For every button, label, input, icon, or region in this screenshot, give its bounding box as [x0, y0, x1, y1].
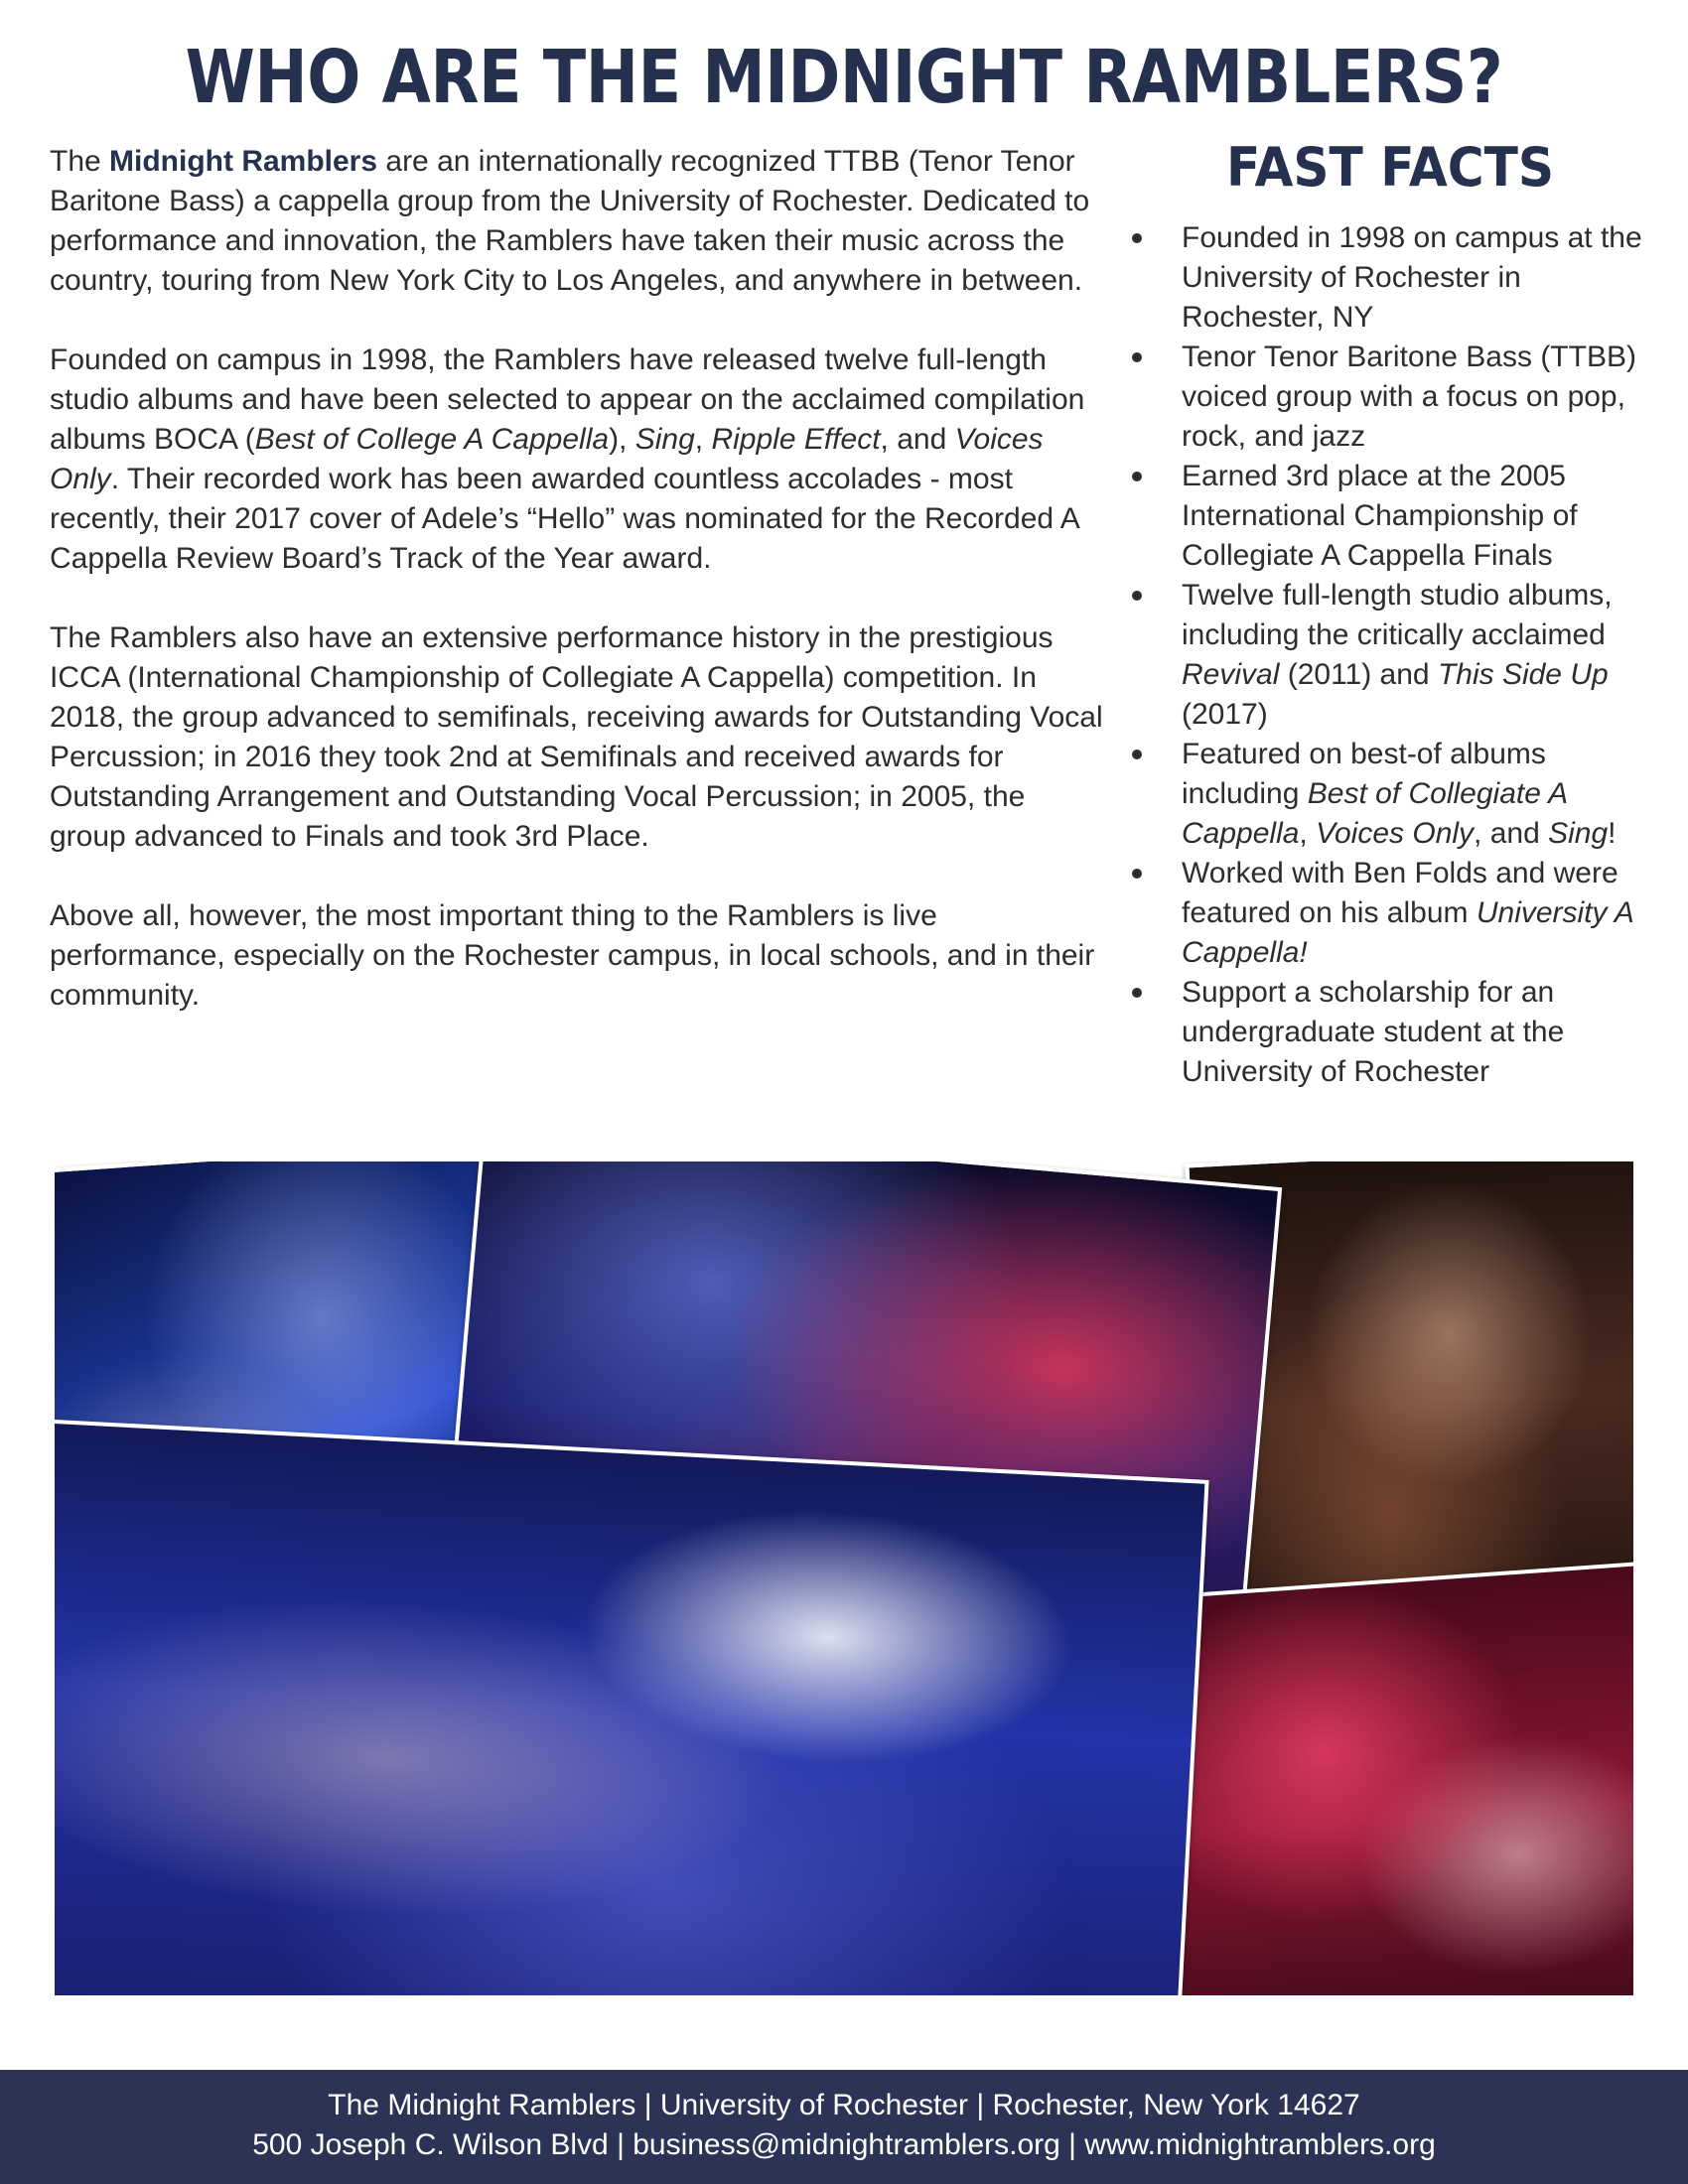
text-run: , and [880, 423, 955, 456]
text-run: are an internationally recognized TTBB (Tenor Tenor Baritone Bass) a cappella group from the University of Rochester. Dedicated to performance and innovation, the Ramblers have taken their music across the country, touring from New York City to Los Angeles, and anywhere in between. [50, 145, 1090, 297]
album-title: Ripple Effect [711, 423, 881, 456]
album-title: University A Cappella! [1182, 896, 1633, 969]
text-run: , [694, 423, 712, 456]
intro-paragraph-1 [50, 142, 1107, 301]
fact-item [1132, 576, 1648, 735]
text-run: , [1299, 817, 1317, 850]
album-title: Best of Collegiate A Cappella [1182, 777, 1568, 850]
text-run: The [50, 145, 110, 178]
photo-collage [55, 1161, 1633, 1995]
footer-line-1: The Midnight Ramblers | University of Rochester | Rochester, New York 14627 [328, 2089, 1360, 2121]
text-run: (2017) [1182, 698, 1268, 731]
text-run: (2011) and [1279, 658, 1438, 691]
intro-column [50, 142, 1107, 1016]
fact-item: Founded in 1998 on campus at the University of Rochester in Rochester, NY [1132, 218, 1648, 338]
group-name: Midnight Ramblers [109, 145, 378, 178]
fact-item [1132, 854, 1648, 973]
fast-facts-title: FAST FACTS [1225, 136, 1555, 199]
album-title: Sing [1548, 817, 1609, 850]
intro-paragraph-2 [50, 341, 1107, 579]
page-title: WHO ARE THE MIDNIGHT RAMBLERS? [185, 35, 1503, 120]
text-run: Twelve full-length studio albums, including the critically acclaimed [1182, 579, 1613, 651]
text-run: ), [609, 423, 635, 456]
album-title: Best of College A Cappella [254, 423, 610, 456]
intro-paragraph-4: Above all, however, the most important thing to the Ramblers is live performance, especially on the Rochester campus, in local schools, and in their community. [50, 899, 1095, 1012]
text-run: Worked with Ben Folds and were featured on his album [1182, 857, 1618, 929]
text-run: Founded on campus in 1998, the Ramblers have released twelve full-length studio albums and have been selected to appear on the acclaimed compilation albums BOCA ( [50, 343, 1085, 456]
text-run: Featured on best-of albums including [1182, 738, 1546, 810]
footer [0, 2070, 1688, 2184]
text-run: , and [1474, 817, 1549, 850]
text-run: . Their recorded work has been awarded countless accolades - most recently, their 2017 cover of Adele’s “Hello” was nominated for the Recorded A Cappella Review Board’s Track of the Year award. [50, 463, 1079, 575]
intro-paragraph-3: The Ramblers also have an extensive performance history in the prestigious ICCA (International Championship of Collegiate A Cappella) competition. In 2018, the group advanced to semifinals, receiving awards for Outstanding Vocal Percussion; in 2016 they took 2nd at Semifinals and received awards for Outstanding Arrangement and Outstanding Vocal Percussion; in 2005, the group advanced to Finals and took 3rd Place. [50, 621, 1103, 853]
fact-item: Support a scholarship for an undergraduate student at the University of Rochester [1132, 973, 1648, 1092]
fact-item [1132, 735, 1648, 854]
album-title: Revival [1182, 658, 1280, 691]
performance-photo [55, 1420, 1209, 1995]
footer-line-2: 500 Joseph C. Wilson Blvd | business@midnightramblers.org | www.midnightramblers.org [252, 2128, 1436, 2161]
album-title: Voices Only [1316, 817, 1475, 850]
album-title: Voices Only [50, 423, 1044, 495]
fact-item: Tenor Tenor Baritone Bass (TTBB) voiced group with a focus on pop, rock, and jazz [1132, 338, 1648, 457]
fast-facts-list [1132, 218, 1648, 1092]
text-run: ! [1608, 817, 1617, 850]
album-title: This Side Up [1437, 658, 1609, 691]
fact-item: Earned 3rd place at the 2005 International Championship of Collegiate A Cappella Finals [1132, 457, 1648, 576]
album-title: Sing [634, 423, 695, 456]
